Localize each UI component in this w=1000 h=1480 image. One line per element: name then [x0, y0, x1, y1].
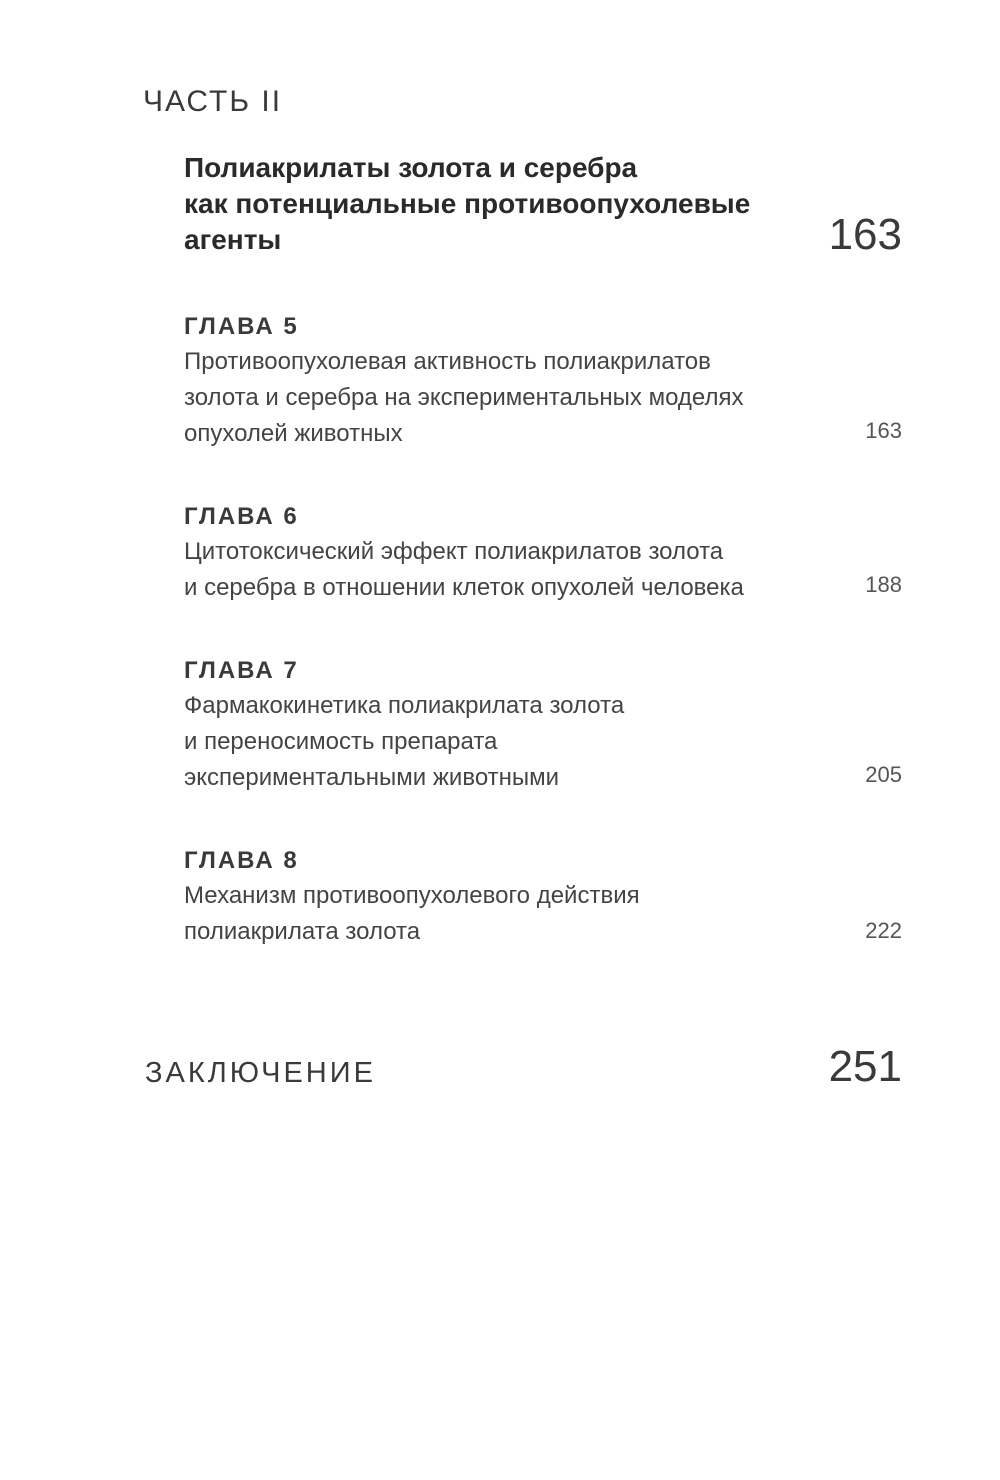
chapter-7-label: ГЛАВА 7 — [184, 657, 299, 684]
chapter-8-page-number: 222 — [865, 918, 902, 943]
chapter-7-title: Фармакокинетика полиакрилата золота и переносимость препарата экспериментальными животными — [184, 692, 625, 791]
chapter-5-page-number: 163 — [865, 418, 902, 443]
chapter-7-page-number: 205 — [865, 762, 902, 787]
conclusion-page-number: 251 — [828, 1042, 902, 1091]
part-label: ЧАСТЬ II — [143, 85, 283, 118]
conclusion-label: ЗАКЛЮЧЕНИЕ — [145, 1057, 376, 1089]
chapter-6-title: Цитотоксический эффект полиакрилатов золота и серебра в отношении клеток опухолей человека — [184, 538, 744, 601]
chapter-5-title: Противоопухолевая активность полиакрилатов золота и серебра на экспериментальных моделях опухолей животных — [184, 348, 744, 447]
chapter-5-label: ГЛАВА 5 — [184, 313, 299, 340]
chapter-6-page-number: 188 — [865, 572, 902, 597]
chapter-8-label: ГЛАВА 8 — [184, 847, 299, 874]
part-page-number: 163 — [828, 210, 902, 259]
part-title: Полиакрилаты золота и серебра как потенциальные противоопухолевые агенты — [184, 152, 751, 255]
chapter-8-title: Механизм противоопухолевого действия полиакрилата золота — [184, 882, 640, 945]
chapter-6-label: ГЛАВА 6 — [184, 503, 299, 530]
